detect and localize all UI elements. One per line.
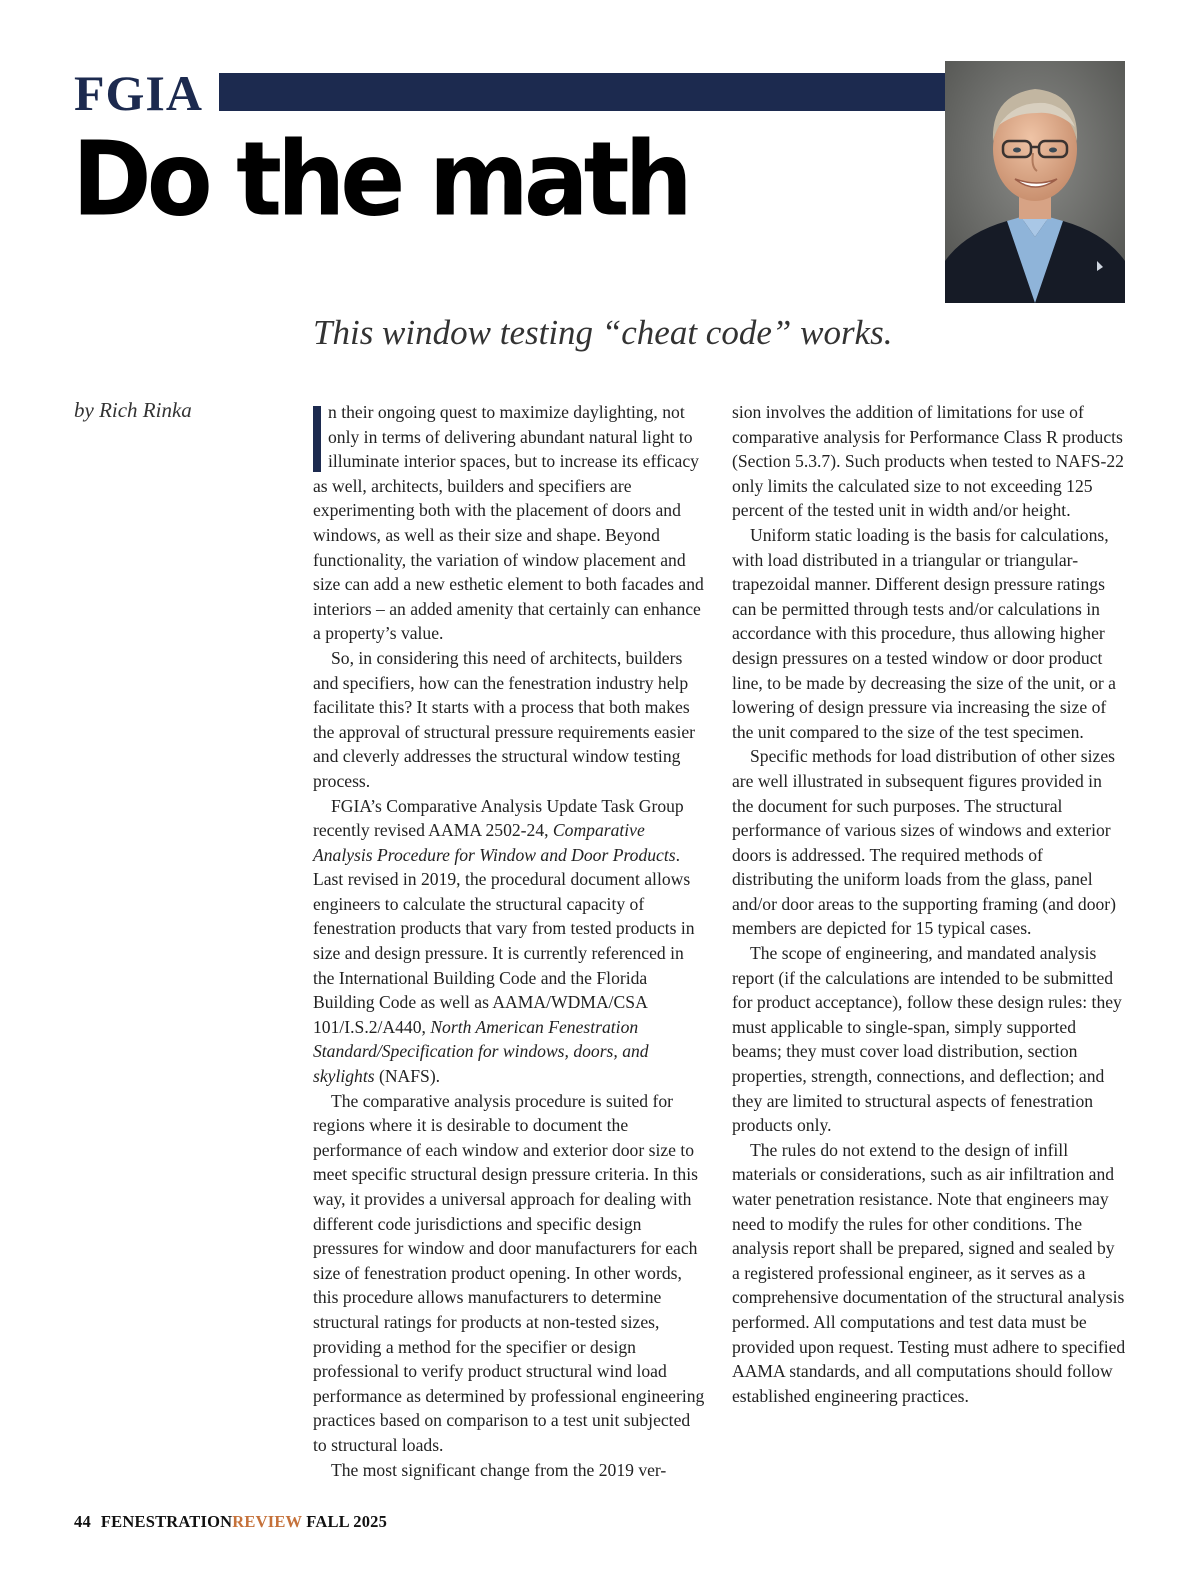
article-paragraph: The most significant change from the 2019 ver- <box>331 1459 667 1480</box>
dropcap-bar <box>313 406 321 472</box>
article-paragraph: Specific methods for load distribution of other sizes are well illustrated in subsequent figures provided in the document for such purposes. The structural performance of various sizes of windows and exterior doors is addressed. The required methods of distributing the uniform loads from the glass, panel and/or door areas to the supporting framing (and door) members are depicted for 15 typical cases. <box>732 746 1117 939</box>
headline: Do the math <box>72 119 688 240</box>
article-paragraph: The scope of engineering, and mandated analysis report (if the calculations are intended to be submitted for product acceptance), follow these design rules: they must applicable to single-span, simply supported beams; they must cover load distribution, section properties, strength, connections, and deflection; and they are limited to structural aspects of fenestration products only. <box>732 943 1122 1136</box>
article-column-2 <box>732 400 1126 1408</box>
issue-label: FALL 2025 <box>301 1512 388 1531</box>
article-paragraph: Uniform static loading is the basis for calculations, with load distributed in a triangular or triangular-trapezoidal manner. Different design pressure ratings can be permitted through tests and/or calculations in accordance with this procedure, thus allowing higher design pressures on a tested window or door product line, to be made by decreasing the size of the unit, or a lowering of design pressure via increasing the size of the unit compared to the size of the test specimen. <box>732 524 1116 742</box>
dropcap-letter <box>328 400 329 401</box>
article-paragraph: FGIA’s Comparative Analysis Update Task Group recently revised AAMA 2502-24, Comparative Analysis Procedure for Window and Door Products. Last revised in 2019, the procedural document allows engineers to calculate the structural capacity of fenestration products that vary from tested products in size and design pressure. It is currently referenced in the International Building Code and the Florida Building Code as well as AAMA/WDMA/CSA 101/I.S.2/A440, North American Fenestration Standard/Specification for windows, doors, and skylights (NAFS). <box>313 795 695 1087</box>
article-paragraph: The comparative analysis procedure is suited for regions where it is desirable to document the performance of each window and exterior door size to meet specific structural design pressure criteria. In this way, it provides a universal approach for dealing with different code jurisdictions and specific design pressures for window and door manufacturers for each size of fenestration product opening. In other words, this procedure allows manufacturers to determine structural ratings for products at non-tested sizes, providing a method for the specifier or design professional to verify product structural wind load performance as determined by professional engineering practices based on comparison to a test unit subjected to structural loads. <box>313 1090 705 1455</box>
article-paragraph: n their ongoing quest to maximize daylighting, not only in terms of delivering abundant natural light to illuminate interior spaces, but to increase its efficacy as well, architects, builders and specifiers are experimenting both with the placement of doors and windows, as well as their size and shape. Beyond functionality, the variation of window placement and size can add a new esthetic element to both facades and interiors – an added amenity that certainly can enhance a property’s value. <box>313 402 704 644</box>
byline: by Rich Rinka <box>74 398 192 422</box>
section-bar <box>219 73 946 111</box>
article-paragraph: The rules do not extend to the design of infill materials or considerations, such as air infiltration and water penetration resistance. Note that engineers may need to modify the rules for other conditions. The analysis report shall be prepared, signed and sealed by a registered professional engineer, as it serves as a comprehensive documentation of the structural analysis performed. All computations and test data must be provided upon request. Testing must adhere to specified AAMA standards, and all computations should follow established engineering practices. <box>732 1139 1126 1406</box>
deck: This window testing “cheat code” works. <box>313 313 893 352</box>
author-portrait-image <box>945 61 1125 303</box>
page-number: 44 <box>74 1512 91 1531</box>
article-paragraph: sion involves the addition of limitations for use of comparative analysis for Performance Class R products (Section 5.3.7). Such products when tested to NAFS-22 only limits the calculated size to not exceeding 125 percent of the tested unit in width and/or height. <box>732 402 1124 521</box>
article-column-1 <box>313 400 707 1482</box>
section-label: FGIA <box>74 65 203 121</box>
publication-name-accent: REVIEW <box>232 1512 302 1531</box>
page-footer <box>74 1512 387 1532</box>
article-paragraph: So, in considering this need of architects, builders and specifiers, how can the fenestration industry help facilitate this? It starts with a process that both makes the approval of structural pressure requirements easier and cleverly addresses the structural window testing process. <box>313 647 696 791</box>
author-portrait <box>945 61 1125 303</box>
publication-name: FENESTRATION <box>100 1512 233 1531</box>
